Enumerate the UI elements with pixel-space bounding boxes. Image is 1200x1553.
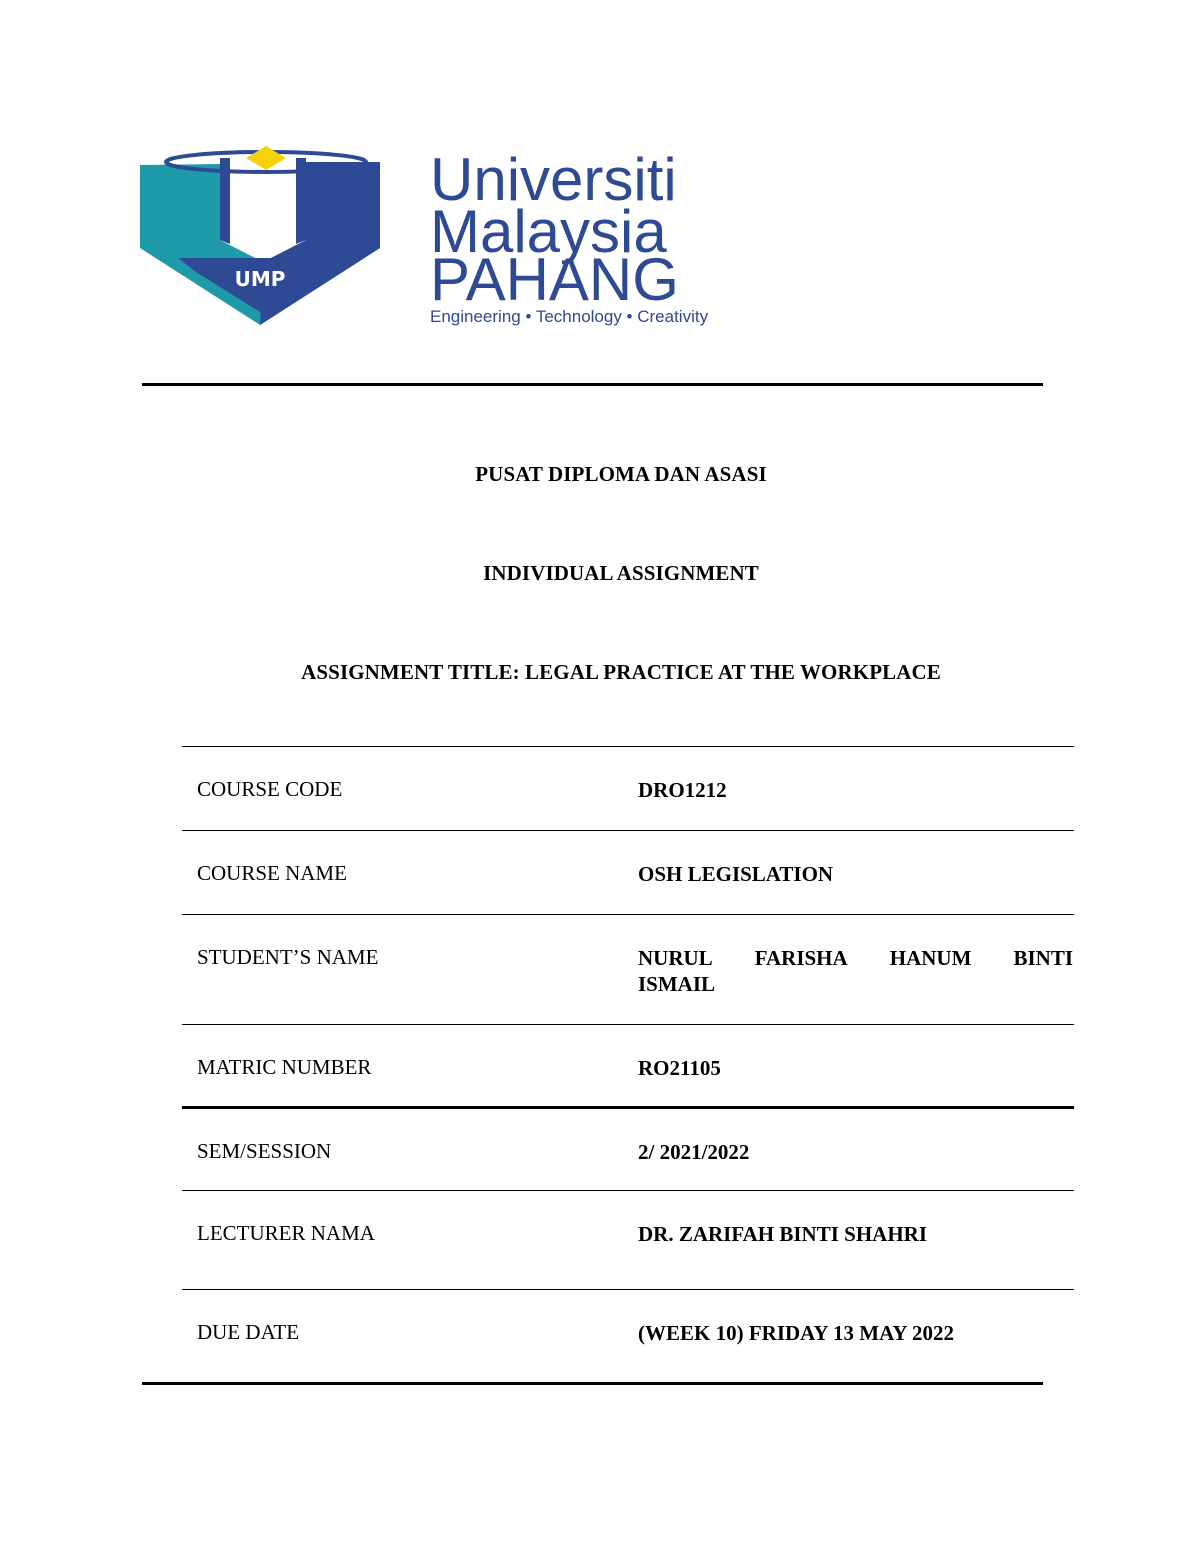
student-name-word: FARISHA (754, 946, 848, 970)
due-date-value: (WEEK 10) FRIDAY 13 MAY 2022 (638, 1321, 954, 1345)
student-name-word: NURUL (638, 946, 713, 970)
table-row (182, 1024, 1074, 1106)
lecturer-name-value: DR. ZARIFAH BINTI SHAHRI (638, 1222, 927, 1246)
course-name-label: COURSE NAME (197, 861, 347, 885)
course-code-value: DRO1212 (638, 778, 727, 802)
table-row (182, 830, 1074, 914)
wordmark-line1: Universiti (430, 146, 677, 213)
course-name-value: OSH LEGISLATION (638, 862, 834, 886)
sem-session-value: 2/ 2021/2022 (638, 1140, 750, 1164)
bottom-divider (142, 1382, 1043, 1385)
student-name-line2: ISMAIL (638, 972, 716, 996)
wordmark-line3: PAHANG (430, 246, 679, 313)
course-code-label: COURSE CODE (197, 777, 343, 801)
wordmark-tagline: Engineering • Technology • Creativity (430, 307, 709, 326)
table-row (182, 1106, 1074, 1190)
assignment-title-heading: ASSIGNMENT TITLE: LEGAL PRACTICE AT THE WORKPLACE (301, 660, 941, 684)
matric-number-label: MATRIC NUMBER (197, 1055, 372, 1079)
student-name-label: STUDENT’S NAME (197, 945, 379, 969)
student-name-line1 (638, 945, 1073, 971)
student-name-value (638, 945, 1073, 997)
university-logo (138, 140, 888, 330)
student-name-word: HANUM (889, 946, 972, 970)
due-date-label: DUE DATE (197, 1320, 300, 1344)
table-row (182, 1190, 1074, 1289)
table-row (182, 1289, 1074, 1383)
lecturer-name-label: LECTURER NAMA (197, 1221, 375, 1245)
centre-heading: PUSAT DIPLOMA DAN ASASI (475, 462, 767, 486)
assignment-type-heading: INDIVIDUAL ASSIGNMENT (483, 561, 759, 585)
ump-emblem-icon (140, 146, 380, 325)
emblem-text: UMP (234, 267, 286, 291)
wordmark-line2: Malaysia (430, 198, 667, 265)
table-row (182, 914, 1074, 1024)
top-divider (142, 383, 1043, 386)
assignment-details-table (182, 746, 1074, 1383)
table-row (182, 746, 1074, 830)
ump-wordmark (430, 146, 709, 326)
student-name-word: BINTI (1013, 946, 1073, 970)
sem-session-label: SEM/SESSION (197, 1139, 332, 1163)
matric-number-value: RO21105 (638, 1056, 721, 1080)
